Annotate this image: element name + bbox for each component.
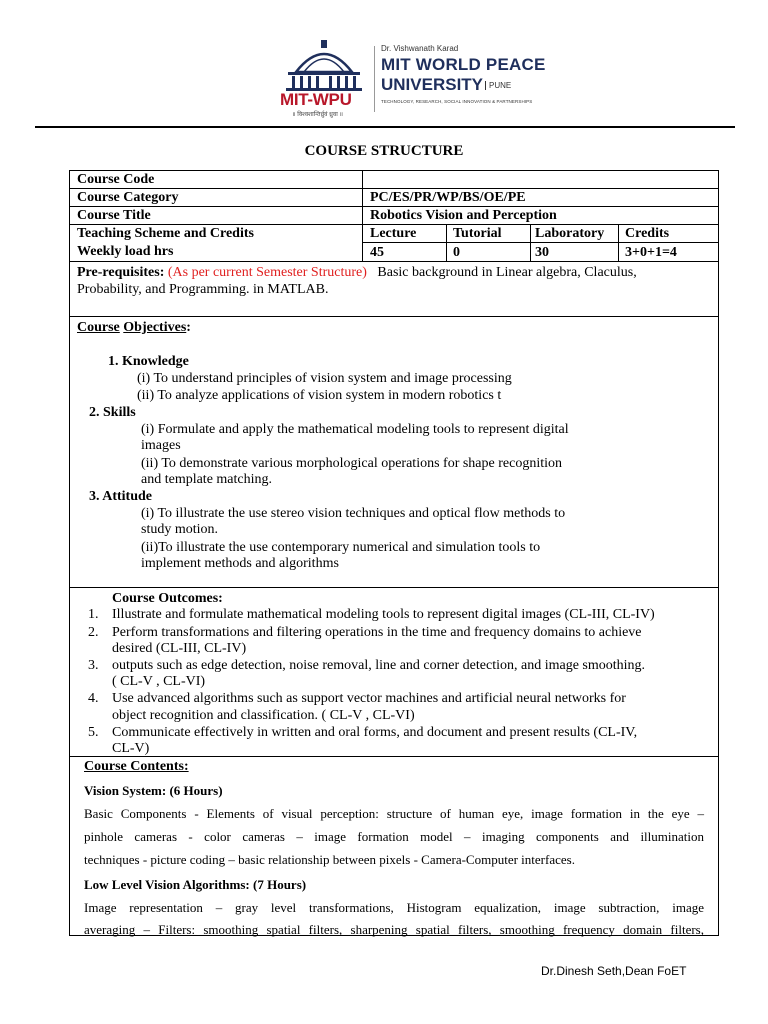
outcome-number: 3. (88, 658, 99, 673)
teaching-scheme-label: Teaching Scheme and Credits (77, 226, 254, 241)
attitude-line: study motion. (141, 522, 219, 537)
university-name-line2 (381, 75, 581, 96)
unit2-line: averaging – Filters: smoothing spatial filters, sharpening spatial filters, smoothing frequency domain filters, (84, 922, 704, 937)
weekly-load-label: Weekly load hrs (77, 244, 174, 259)
column-header-credits: Credits (625, 226, 670, 241)
logo-tagline-hindi: ॥ विश्वशान्तिर्ध्रुवं ध्रुवा ॥ (292, 112, 344, 118)
credits-value: 3+0+1=4 (625, 245, 677, 260)
university-name-line1: MIT WORLD PEACE (381, 55, 546, 74)
course-code-label: Course Code (77, 172, 155, 187)
unit1-line: pinhole cameras - color cameras – image formation model – imaging components and illumination (84, 829, 704, 844)
column-divider (362, 170, 363, 261)
outcomes-heading: Course Outcomes: (112, 591, 223, 606)
prerequisites-note: (As per current Semester Structure) (167, 265, 367, 280)
prerequisites-text: Basic background in Linear algebra, Claculus, (377, 265, 637, 280)
outcome-line: Use advanced algorithms such as support vector machines and artificial neural networks for (112, 691, 626, 706)
outcome-line: Illustrate and formulate mathematical modeling tools to represent digital images (CL-III, CL-IV) (112, 607, 655, 622)
skills-heading: 2. Skills (89, 405, 136, 420)
logo-emblem (278, 38, 370, 120)
outcome-number: 2. (88, 625, 99, 640)
logo-text-block (381, 44, 581, 104)
row-divider (69, 587, 719, 588)
founder-name: Dr. Vishwanath Karad (381, 44, 459, 53)
skills-line: images (141, 438, 181, 453)
outcome-number: 5. (88, 725, 99, 740)
logo-short-name: MIT-WPU (280, 90, 352, 109)
course-title-value: Robotics Vision and Perception (370, 208, 557, 223)
column-divider (446, 224, 447, 261)
objectives-heading-colon: : (186, 320, 191, 335)
column-header-lecture: Lecture (370, 226, 417, 241)
knowledge-item: (ii) To analyze applications of vision system in modern robotics t (137, 388, 502, 403)
row-divider (362, 242, 719, 243)
unit1-title: Vision System: (6 Hours) (84, 783, 223, 798)
skills-line: (i) Formulate and apply the mathematical modeling tools to represent digital (141, 422, 569, 437)
footer-signature: Dr.Dinesh Seth,Dean FoET (541, 964, 687, 978)
outcome-line: desired (CL-III, CL-IV) (112, 641, 247, 656)
outcome-line: Communicate effectively in written and oral forms, and document and present results (CL-IV, (112, 725, 638, 740)
column-header-laboratory: Laboratory (535, 226, 605, 241)
outcome-number: 4. (88, 691, 99, 706)
column-divider (530, 224, 531, 261)
university-city: PUNE (485, 81, 511, 90)
course-title-label: Course Title (77, 208, 151, 223)
outcome-line: ( CL-V , CL-VI) (112, 674, 206, 689)
course-category-value: PC/ES/PR/WP/BS/OE/PE (370, 190, 526, 205)
header-rule (35, 126, 735, 128)
prerequisites-label: Pre-requisites: (77, 265, 165, 280)
row-divider (69, 261, 719, 262)
outcome-line: object recognition and classification. ( CL-V , CL-VI) (112, 708, 415, 723)
row-divider (69, 756, 719, 757)
university-logo (278, 38, 578, 120)
attitude-heading: 3. Attitude (89, 489, 152, 504)
contents-heading: Course Contents: (84, 759, 189, 774)
knowledge-item: (i) To understand principles of vision system and image processing (137, 371, 512, 386)
unit1-line: techniques - picture coding – basic relationship between pixels - Camera-Computer interfaces. (84, 852, 575, 867)
course-category-label: Course Category (77, 190, 179, 205)
objectives-heading (77, 319, 191, 336)
attitude-line: (i) To illustrate the use stereo vision techniques and optical flow methods to (141, 506, 566, 521)
column-header-tutorial: Tutorial (453, 226, 502, 241)
unit1-line: Basic Components - Elements of visual perception: structure of human eye, image formation in the eye – (84, 806, 704, 821)
prerequisites-line1 (77, 264, 637, 281)
prerequisites-line2: Probability, and Programming. in MATLAB. (77, 282, 329, 297)
unit2-title: Low Level Vision Algorithms: (7 Hours) (84, 877, 307, 892)
outcome-number: 1. (88, 607, 99, 622)
outcome-line: Perform transformations and filtering operations in the time and frequency domains to achieve (112, 625, 642, 640)
outcome-line: outputs such as edge detection, noise removal, line and corner detection, and image smoothing. (112, 658, 646, 673)
outcome-line: CL-V) (112, 741, 150, 756)
lecture-hours: 45 (370, 245, 384, 260)
column-divider (618, 224, 619, 261)
knowledge-heading: 1. Knowledge (108, 354, 189, 369)
objectives-heading-word1: Course (77, 320, 120, 335)
skills-line: (ii) To demonstrate various morphological operations for shape recognition (141, 456, 562, 471)
objectives-heading-word2: Objectives (123, 320, 187, 335)
laboratory-hours: 30 (535, 245, 549, 260)
attitude-line: (ii)To illustrate the use contemporary numerical and simulation tools to (141, 540, 541, 555)
university-word: UNIVERSITY (381, 75, 484, 94)
row-divider (69, 316, 719, 317)
unit2-line: Image representation – gray level transformations, Histogram equalization, image subtraction, image (84, 900, 704, 915)
attitude-line: implement methods and algorithms (141, 556, 339, 571)
logo-divider (374, 46, 375, 112)
tutorial-hours: 0 (453, 245, 460, 260)
skills-line: and template matching. (141, 472, 273, 487)
document-title: COURSE STRUCTURE (304, 143, 464, 159)
university-tagline: TECHNOLOGY, RESEARCH, SOCIAL INNOVATION & PARTNERSHIPS (381, 98, 533, 104)
dome-icon (278, 38, 370, 92)
